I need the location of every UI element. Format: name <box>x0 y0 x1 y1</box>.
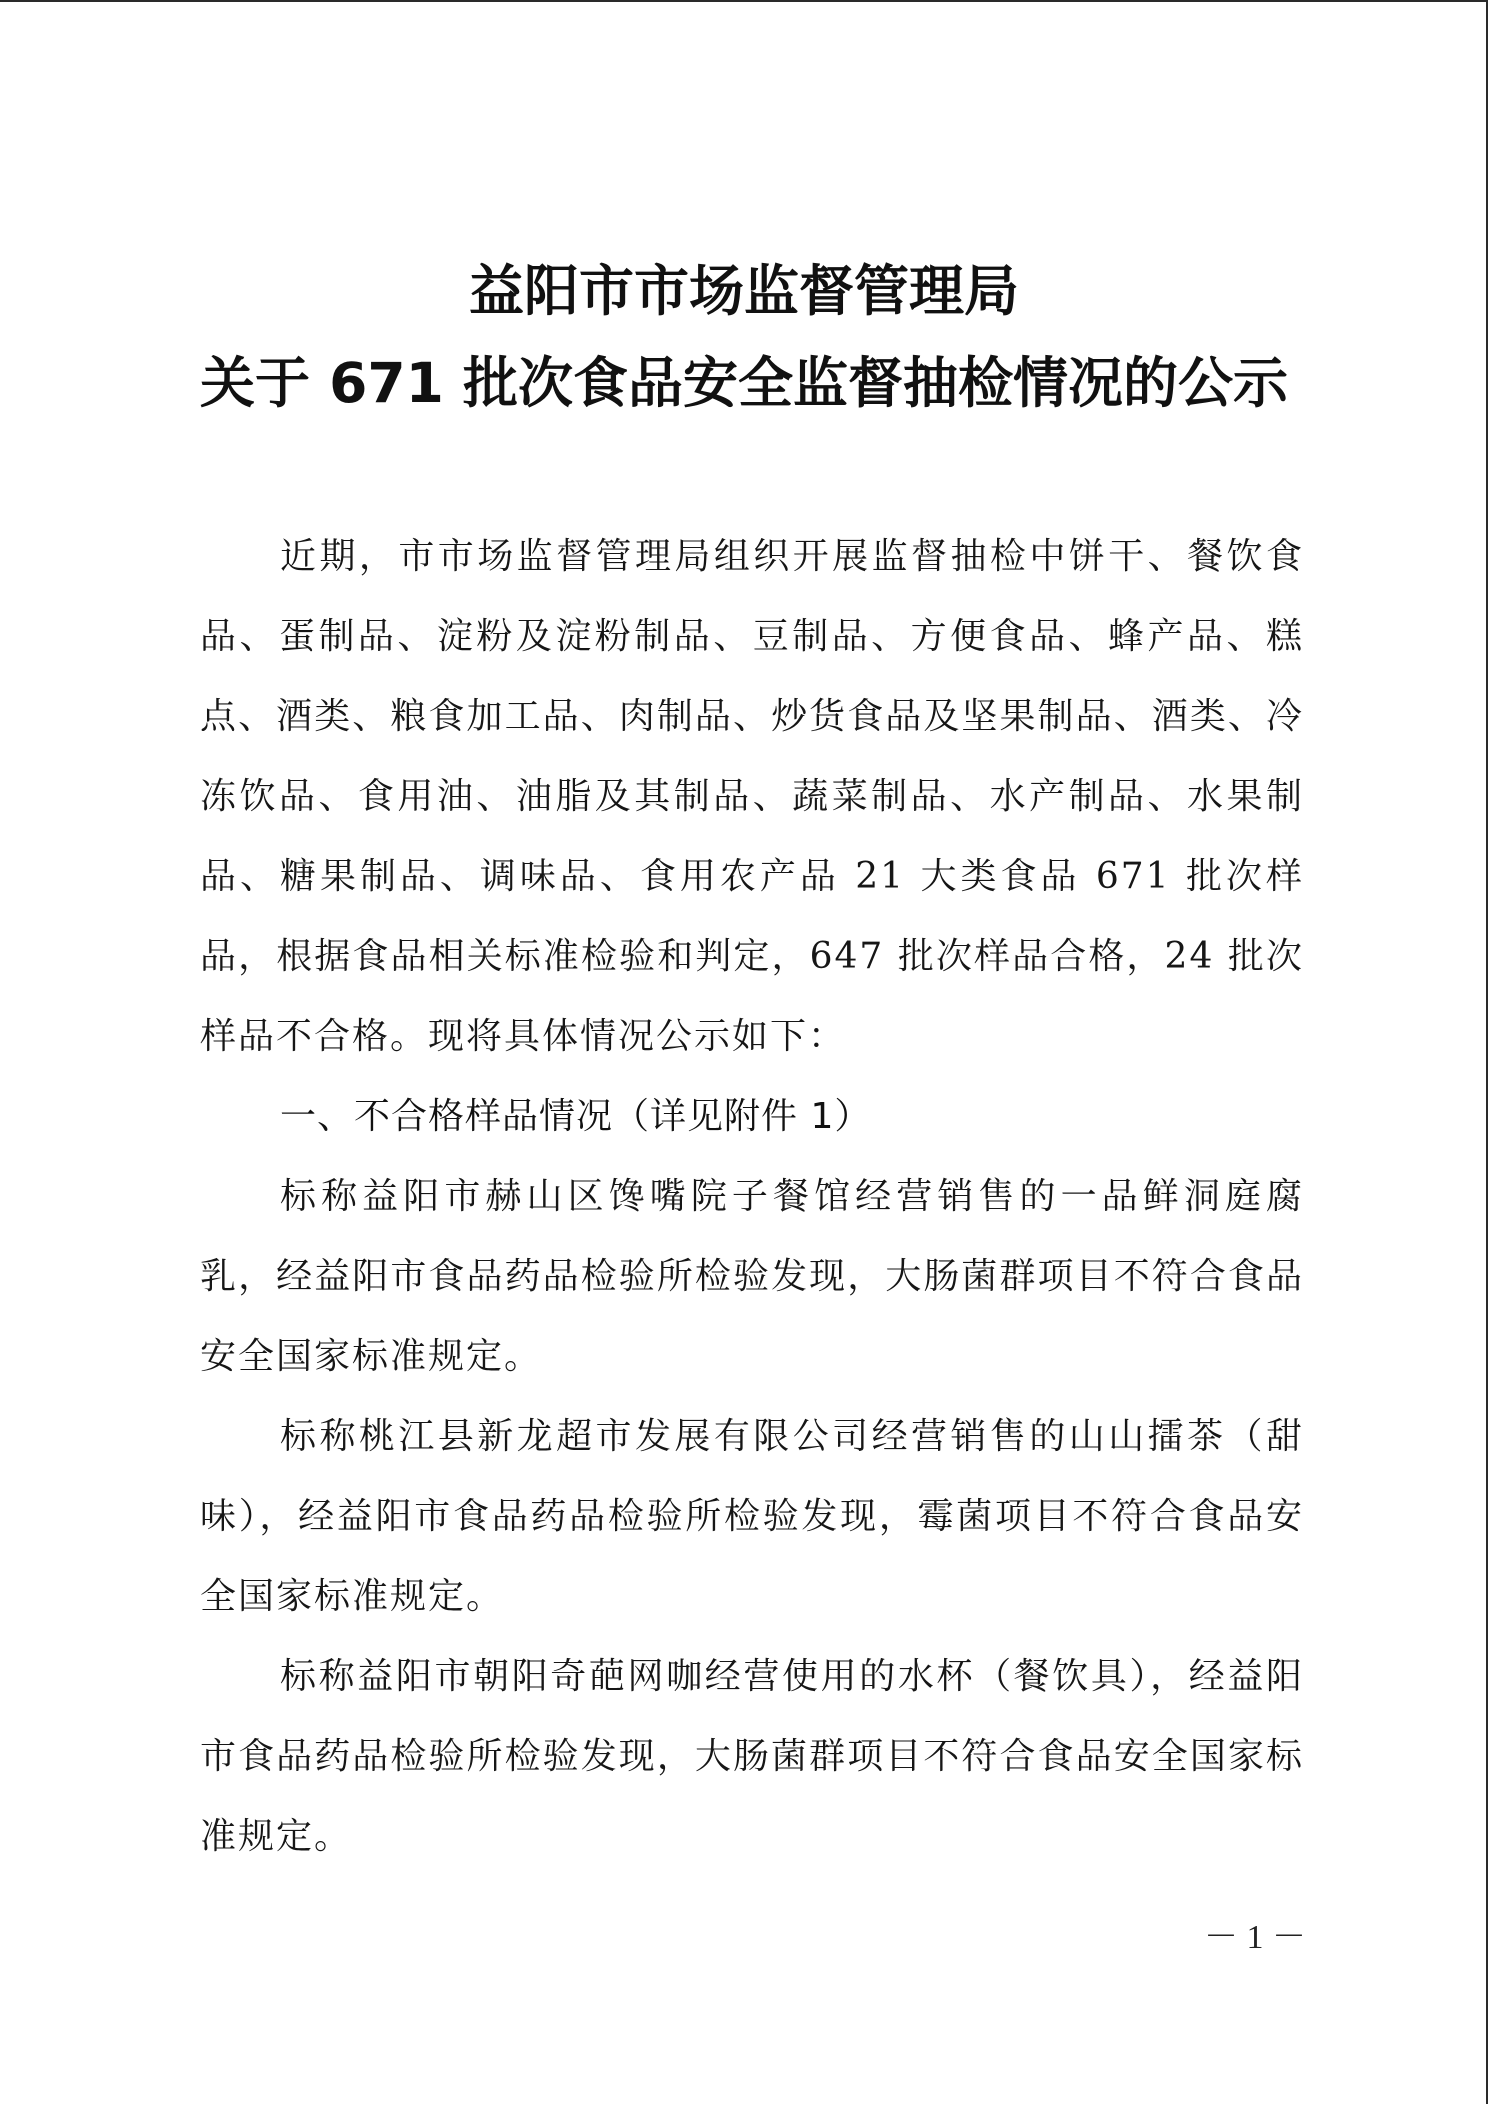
finding-paragraph-3: 标称益阳市朝阳奇葩网咖经营使用的水杯（餐饮具），经益阳市食品药品检验所检验发现，大肠菌群项目不符合食品安全国家标准规定。 <box>200 1656 1304 1857</box>
section-heading: 一、不合格样品情况（详见附件 1） <box>280 1096 872 1137</box>
page-number: － 1 － <box>1204 1919 1306 1956</box>
document-title: 益阳市市场监督管理局 <box>468 259 1019 323</box>
intro-paragraph: 近期，市市场监督管理局组织开展监督抽检中饼干、餐饮食品、蛋制品、淀粉及淀粉制品、豆制品、方便食品、蜂产品、糕点、酒类、粮食加工品、肉制品、炒货食品及坚果制品、酒类、冷冻饮品、食用油、油脂及其制品、蔬菜制品、水产制品、水果制品、糖果制品、调味品、食用农产品 21 大类食品 671 批次样品，根据食品相关标准检验和判定，647 批次样品合格，24 批次样品不合格。现将具体情况公示如下： <box>200 536 1304 1057</box>
document-body <box>200 517 1304 1877</box>
finding-paragraph-1: 标称益阳市赫山区馋嘴院子餐馆经营销售的一品鲜洞庭腐乳，经益阳市食品药品检验所检验发现，大肠菌群项目不符合食品安全国家标准规定。 <box>200 1176 1304 1377</box>
document-subtitle: 关于 671 批次食品安全监督抽检情况的公示 <box>199 351 1289 415</box>
finding-paragraph-2: 标称桃江县新龙超市发展有限公司经营销售的山山擂茶（甜味），经益阳市食品药品检验所检验发现，霉菌项目不符合食品安全国家标准规定。 <box>200 1416 1304 1617</box>
